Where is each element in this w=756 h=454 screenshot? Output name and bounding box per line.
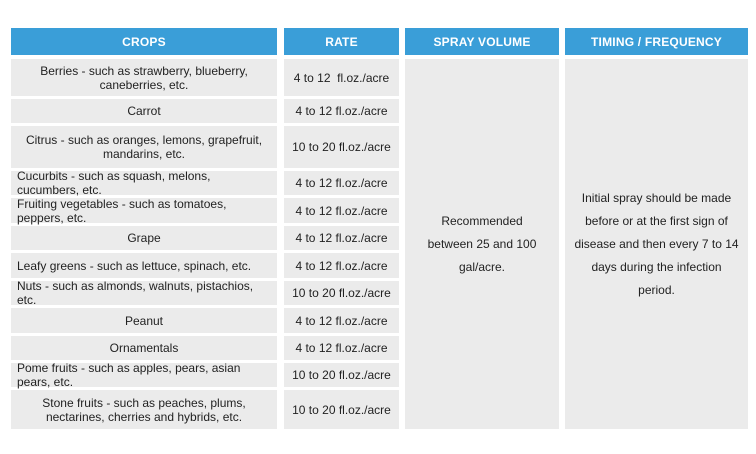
table-row	[11, 281, 277, 305]
table-row	[11, 226, 277, 250]
crop-name: Citrus - such as oranges, lemons, grapefruit, mandarins, etc.	[25, 133, 263, 161]
rate-cell	[284, 308, 399, 333]
rate-cell	[284, 363, 399, 387]
table-row	[11, 336, 277, 360]
spray-volume-cell	[405, 59, 559, 429]
rate-value: 10 to 20 fl.oz./acre	[292, 368, 391, 382]
rate-cell	[284, 226, 399, 250]
rate-value: 10 to 20 fl.oz./acre	[292, 286, 391, 300]
timing-frequency-cell	[565, 59, 748, 429]
spray-volume-text: Recommended between 25 and 100 gal/acre.	[427, 213, 537, 274]
crop-name: Nuts - such as almonds, walnuts, pistachios, etc.	[17, 279, 254, 307]
header-rate: RATE	[284, 28, 399, 55]
table-row	[11, 171, 277, 195]
rate-cell	[284, 171, 399, 195]
crop-name: Grape	[127, 231, 161, 245]
rate-value: 4 to 12 fl.oz./acre	[295, 176, 388, 190]
rate-value: 4 to 12 fl.oz./acre	[295, 104, 388, 118]
rate-cell	[284, 126, 399, 168]
rate-value: 4 to 12 fl.oz./acre	[295, 258, 388, 273]
timing-frequency-text: Initial spray should be made before or at the first sign of disease and then every 7 to 14 days during the infection period.	[574, 190, 739, 297]
rate-value: 4 to 12 fl.oz./acre	[295, 231, 388, 245]
crop-name: Leafy greens - such as lettuce, spinach, etc.	[17, 258, 252, 273]
table-row	[11, 99, 277, 123]
rate-value: 10 to 20 fl.oz./acre	[292, 140, 391, 154]
crop-name: Peanut	[124, 313, 164, 328]
crop-name: Stone fruits - such as peaches, plums, nectarines, cherries and hybrids, etc.	[42, 395, 246, 424]
table-row	[11, 126, 277, 168]
crop-name: Pome fruits - such as apples, pears, asian pears, etc.	[17, 361, 241, 389]
table-row	[11, 253, 277, 278]
rate-cell	[284, 59, 399, 96]
rate-cell	[284, 253, 399, 278]
table-row	[11, 198, 277, 223]
header-spray-volume: SPRAY VOLUME	[405, 28, 559, 55]
rate-cell	[284, 99, 399, 123]
table-row	[11, 363, 277, 387]
crop-name: Carrot	[127, 104, 161, 118]
rate-cell	[284, 198, 399, 223]
header-timing-frequency: TIMING / FREQUENCY	[565, 28, 748, 55]
crop-name: Berries - such as strawberry, blueberry, caneberries, etc.	[40, 63, 248, 92]
table-row	[11, 59, 277, 96]
rate-cell	[284, 336, 399, 360]
rate-value: 4 to 12 fl.oz./acre	[295, 341, 388, 355]
rate-value: 10 to 20 fl.oz./acre	[292, 402, 391, 417]
table-row	[11, 390, 277, 429]
crop-name: Ornamentals	[109, 341, 179, 355]
rate-value: 4 to 12 fl.oz./acre	[293, 70, 390, 85]
crop-name: Cucurbits - such as squash, melons, cucumbers, etc.	[17, 169, 211, 197]
rate-value: 4 to 12 fl.oz./acre	[295, 203, 388, 218]
crop-name: Fruiting vegetables - such as tomatoes, peppers, etc.	[17, 196, 227, 225]
rate-value: 4 to 12 fl.oz./acre	[295, 313, 388, 328]
rate-cell	[284, 281, 399, 305]
table-row	[11, 308, 277, 333]
rate-cell	[284, 390, 399, 429]
header-crops: CROPS	[11, 28, 277, 55]
